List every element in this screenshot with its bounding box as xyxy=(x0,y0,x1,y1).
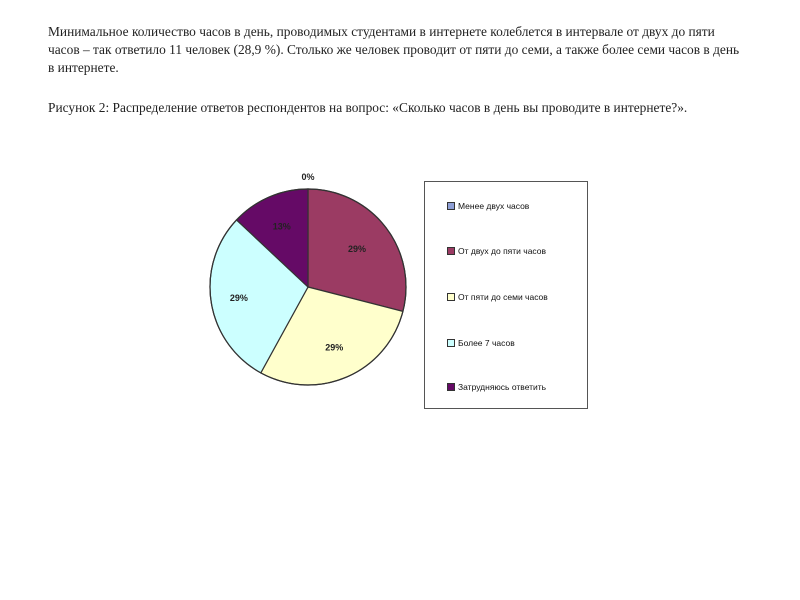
chart-legend xyxy=(424,181,588,409)
legend-label: Менее двух часов xyxy=(458,201,530,211)
slice-data-label: 29% xyxy=(347,243,366,254)
slice-data-label: 13% xyxy=(272,221,291,232)
legend-item xyxy=(447,200,529,212)
legend-item xyxy=(447,245,546,257)
legend-swatch xyxy=(447,383,455,391)
legend-label: Более 7 часов xyxy=(458,338,515,348)
legend-swatch xyxy=(447,247,455,255)
figure-caption: Рисунок 2: Распределение ответов респондентов на вопрос: «Сколько часов в день вы проводите в интернете?». xyxy=(48,100,688,115)
legend-item xyxy=(447,381,546,393)
legend-label: Затрудняюсь ответить xyxy=(458,382,547,392)
legend-swatch xyxy=(447,339,455,347)
legend-label: От пяти до семи часов xyxy=(458,292,548,302)
legend-swatch xyxy=(447,293,455,301)
body-paragraph: Минимальное количество часов в день, проводимых студентами в интернете колеблется в интервале от двух до пяти часов – так ответило 11 человек (28,9 %). Столько же человек проводит от пяти до семи, а также более семи часов в день в интернете. xyxy=(48,24,740,75)
slice-data-label: 29% xyxy=(229,292,248,303)
legend-label: От двух до пяти часов xyxy=(458,246,547,256)
slice-data-label: 29% xyxy=(325,342,344,353)
legend-swatch xyxy=(447,202,455,210)
slice-data-label: 0% xyxy=(301,172,315,182)
legend-item xyxy=(447,291,548,303)
legend-item xyxy=(447,337,515,349)
